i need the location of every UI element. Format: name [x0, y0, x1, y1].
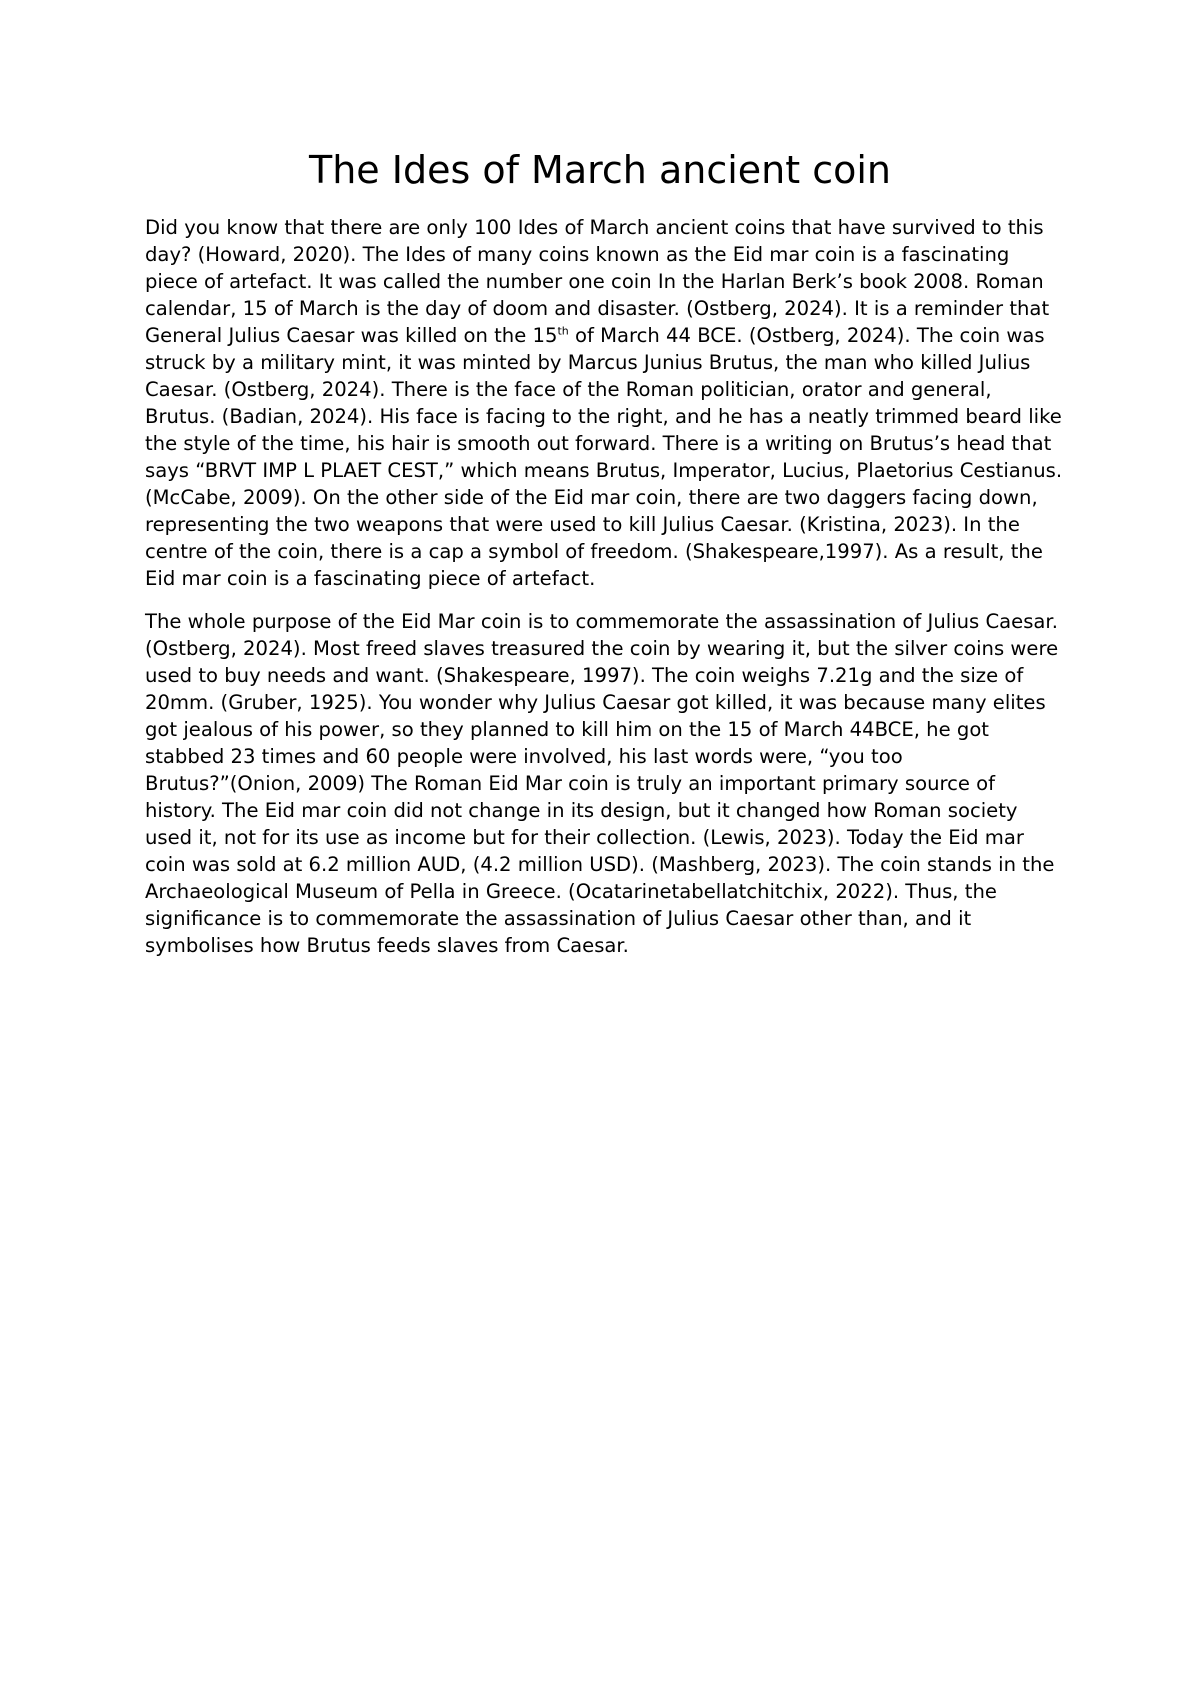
document-title: The Ides of March ancient coin — [308, 148, 891, 192]
paragraph-1-part-1: Did you know that there are only 100 Ides of March ancient coins that have survived to this day? (Howard, 2020). The Ides of many coins known as the Eid mar coin is a fascinating piece of artefact. It was called the number one coin In the Harlan Berk’s book 2008. Roman calendar, 15 of March is the day of doom and disaster. (Ostberg, 2024). It is a reminder that General Julius Caesar was killed on the 15 — [145, 216, 1050, 347]
paragraph-1 — [145, 214, 1065, 592]
ordinal-superscript: th — [557, 324, 569, 338]
paragraph-1-part-2: of March 44 BCE. (Ostberg, 2024). The coin was struck by a military mint, it was minted by Marcus Junius Brutus, the man who killed Julius Caesar. (Ostberg, 2024). There is the face of the Roman politician, orator and general, Brutus. (Badian, 2024). His face is facing to the right, and he has a neatly trimmed beard like the style of the time, his hair is smooth out forward. There is a writing on Brutus’s head that says “BRVT IMP L PLAET CEST,” which means Brutus, Imperator, Lucius, Plaetorius Cestianus. (McCabe, 2009). On the other side of the Eid mar coin, there are two daggers facing down, representing the two weapons that were used to kill Julius Caesar. (Kristina, 2023). In the centre of the coin, there is a cap a symbol of freedom. (Shakespeare,1997). As a result, the Eid mar coin is a fascinating piece of artefact. — [145, 324, 1063, 590]
document-body — [145, 214, 1065, 975]
paragraph-2: The whole purpose of the Eid Mar coin is to commemorate the assassination of Julius Caesar. (Ostberg, 2024). Most freed slaves treasured the coin by wearing it, but the silver coins were used to buy needs and want. (Shakespeare, 1997). The coin weighs 7.21g and the size of 20mm. (Gruber, 1925). You wonder why Julius Caesar got killed, it was because many elites got jealous of his power, so they planned to kill him on the 15 of March 44BCE, he got stabbed 23 times and 60 people were involved, his last words were, “you too Brutus?”(Onion, 2009) The Roman Eid Mar coin is truly an important primary source of history. The Eid mar coin did not change in its design, but it changed how Roman society used it, not for its use as income but for their collection. (Lewis, 2023). Today the Eid mar coin was sold at 6.2 million AUD, (4.2 million USD). (Mashberg, 2023). The coin stands in the Archaeological Museum of Pella in Greece. (Ocatarinetabellatchitchix, 2022). Thus, the significance is to commemorate the assassination of Julius Caesar other than, and it symbolises how Brutus feeds slaves from Caesar. — [145, 610, 1059, 957]
